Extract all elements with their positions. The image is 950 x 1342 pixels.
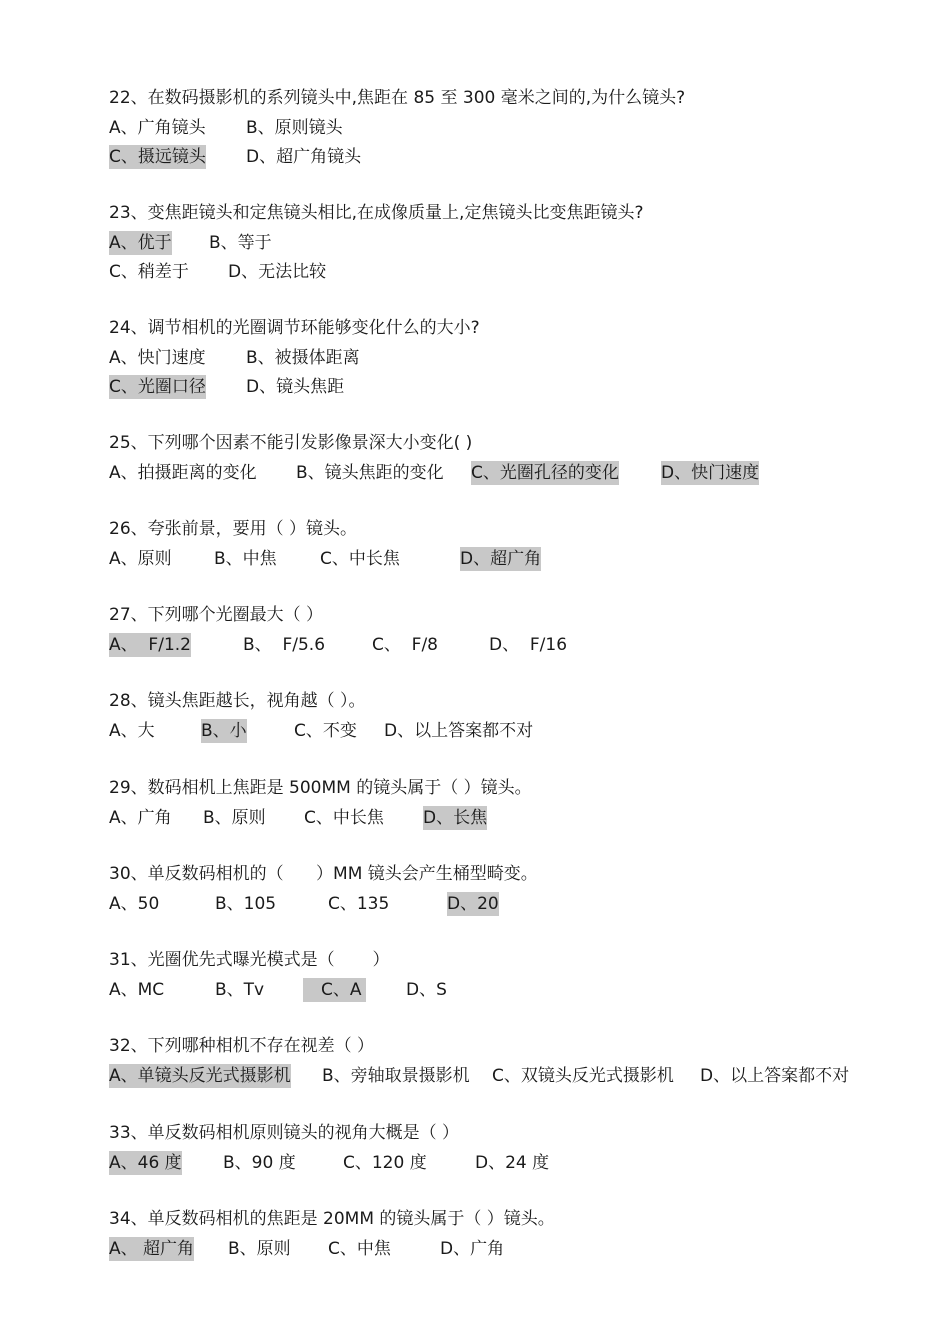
option-d-highlighted: D、超广角 [460, 549, 542, 569]
option-b: B、镜头焦距的变化 [296, 463, 444, 483]
option-a: A、广角 [109, 808, 172, 828]
option-b: B、中焦 [214, 549, 277, 569]
option-a: A、广角镜头 [109, 118, 206, 138]
option-d: D、以上答案都不对 [384, 721, 534, 741]
option-d: D、 F/16 [489, 635, 568, 655]
option-c: C、135 [328, 894, 390, 914]
option-b: B、旁轴取景摄影机 [322, 1066, 470, 1086]
question-stem: 34、单反数码相机的焦距是 20MM 的镜头属于（ ）镜头。 [109, 1209, 555, 1229]
option-b: B、被摄体距离 [246, 348, 360, 368]
option-b: B、90 度 [223, 1153, 296, 1173]
option-a: A、原则 [109, 549, 172, 569]
option-d: D、无法比较 [228, 262, 327, 282]
option-d: D、镜头焦距 [246, 377, 345, 397]
option-b: B、105 [215, 894, 277, 914]
option-d-highlighted: D、长焦 [423, 808, 488, 828]
question-stem: 32、下列哪种相机不存在视差（ ） [109, 1036, 375, 1056]
question-stem: 23、变焦距镜头和定焦镜头相比,在成像质量上,定焦镜头比变焦距镜头? [109, 203, 644, 223]
option-d: D、超广角镜头 [246, 147, 362, 167]
question-stem: 26、夸张前景，要用（ ）镜头。 [109, 519, 358, 539]
option-b: B、原则 [228, 1239, 291, 1259]
option-d-highlighted: D、快门速度 [661, 463, 760, 483]
question-stem: 22、在数码摄影机的系列镜头中,焦距在 85 至 300 毫米之间的,为什么镜头? [109, 88, 686, 108]
option-d: D、24 度 [475, 1153, 550, 1173]
option-c-highlighted: C、光圈孔径的变化 [471, 463, 619, 483]
option-c: C、 F/8 [372, 635, 438, 655]
question-stem: 33、单反数码相机原则镜头的视角大概是（ ） [109, 1123, 460, 1143]
option-d: D、S [406, 980, 447, 1000]
option-a: A、MC [109, 980, 165, 1000]
option-a-highlighted: A、优于 [109, 233, 172, 253]
option-a-highlighted: A、 F/1.2 [109, 635, 191, 655]
option-c-highlighted: C、A [303, 978, 366, 1002]
option-d-highlighted: D、20 [447, 894, 499, 914]
option-c: C、中长焦 [304, 808, 384, 828]
option-b: B、 F/5.6 [243, 635, 326, 655]
question-stem: 27、下列哪个光圈最大（ ） [109, 605, 324, 625]
option-b: B、原则镜头 [246, 118, 343, 138]
option-c-highlighted: C、摄远镜头 [109, 147, 206, 167]
option-b-highlighted: B、小 [201, 721, 247, 741]
option-d: D、广角 [440, 1239, 505, 1259]
option-b: B、等于 [209, 233, 272, 253]
option-d: D、以上答案都不对 [700, 1066, 850, 1086]
question-stem: 25、下列哪个因素不能引发影像景深大小变化( ) [109, 433, 473, 453]
option-a-highlighted: A、 超广角 [109, 1239, 195, 1259]
option-c: C、中焦 [328, 1239, 391, 1259]
option-c: C、双镜头反光式摄影机 [492, 1066, 674, 1086]
option-a: A、拍摄距离的变化 [109, 463, 257, 483]
question-stem: 30、单反数码相机的（ ）MM 镜头会产生桶型畸变。 [109, 864, 538, 884]
option-a: A、50 [109, 894, 160, 914]
question-stem: 31、光圈优先式曝光模式是（ ） [109, 950, 390, 970]
option-b: B、原则 [203, 808, 266, 828]
question-stem: 29、数码相机上焦距是 500MM 的镜头属于（ ）镜头。 [109, 778, 532, 798]
option-c: C、稍差于 [109, 262, 189, 282]
option-c-highlighted: C、光圈口径 [109, 377, 206, 397]
option-a: A、快门速度 [109, 348, 206, 368]
question-stem: 28、镜头焦距越长，视角越（ ）。 [109, 691, 366, 711]
option-a-highlighted: A、单镜头反光式摄影机 [109, 1066, 291, 1086]
question-stem: 24、调节相机的光圈调节环能够变化什么的大小? [109, 318, 480, 338]
option-c: C、120 度 [343, 1153, 427, 1173]
option-a-highlighted: A、46 度 [109, 1153, 182, 1173]
option-b: B、Tv [215, 980, 265, 1000]
option-c: C、中长焦 [320, 549, 400, 569]
option-c: C、不变 [294, 721, 357, 741]
option-a: A、大 [109, 721, 155, 741]
